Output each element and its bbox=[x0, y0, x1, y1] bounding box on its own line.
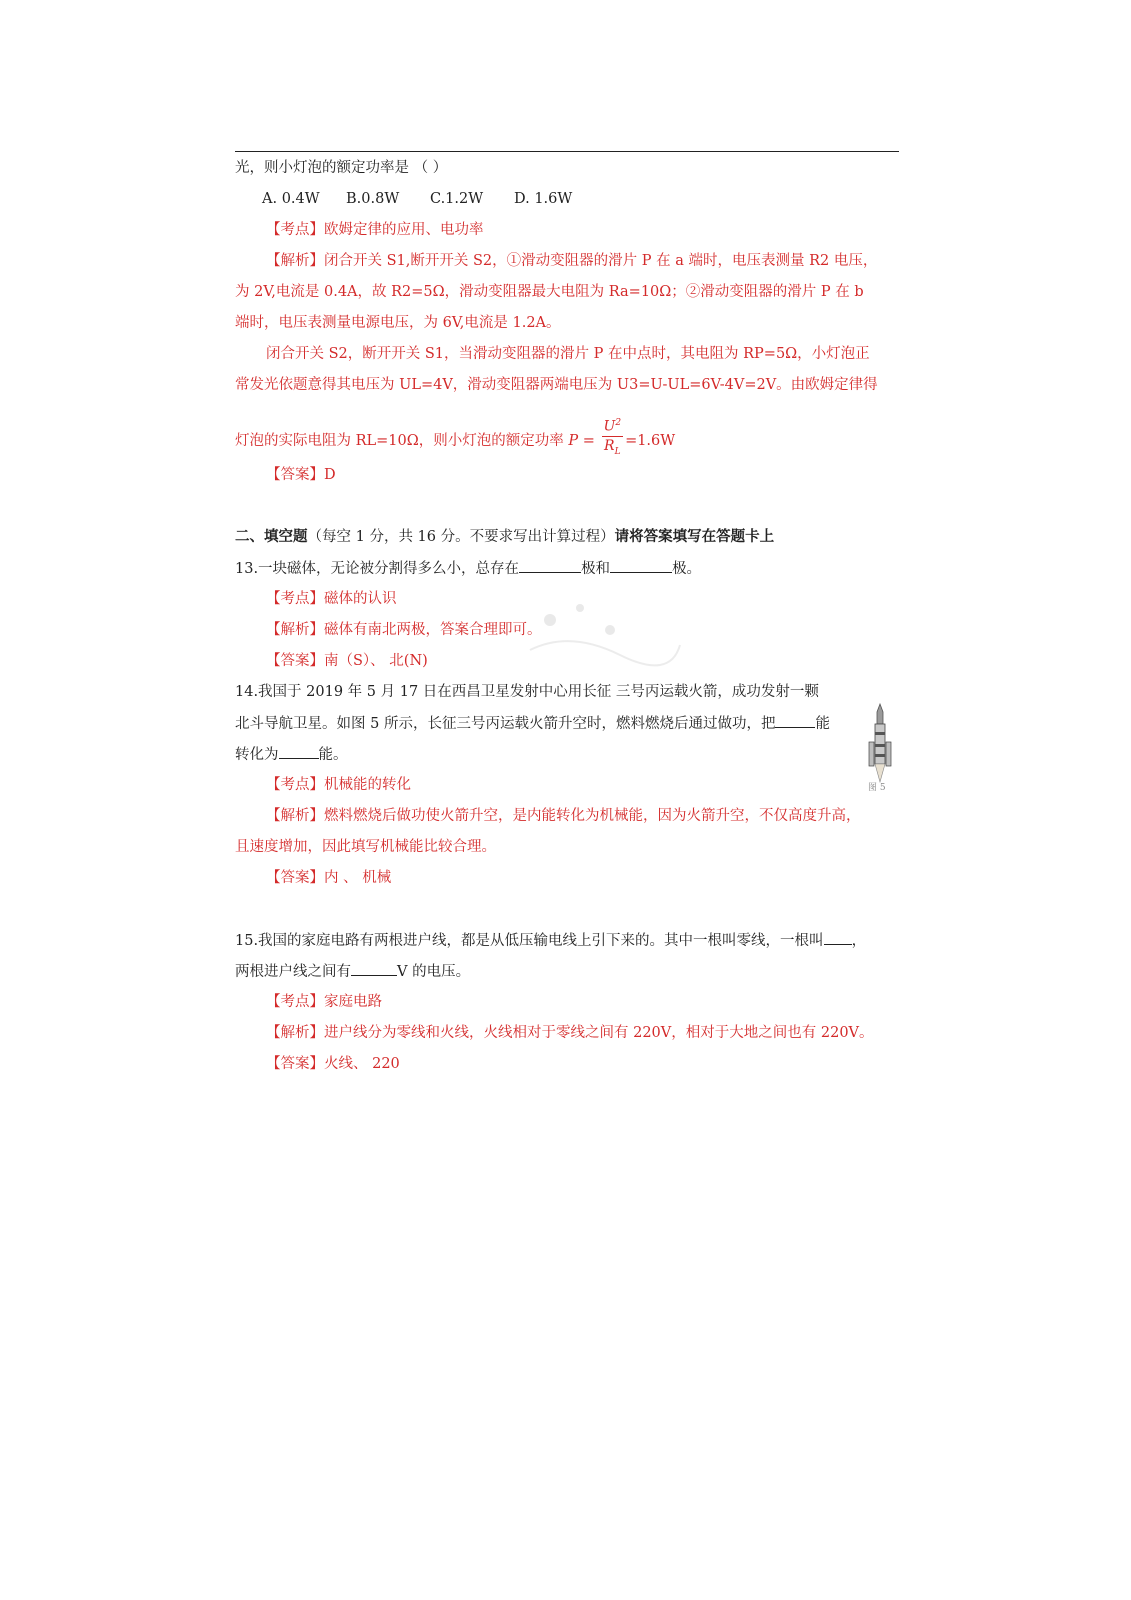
blank bbox=[775, 713, 815, 728]
q13-kaodian: 【考点】磁体的认识 bbox=[266, 591, 397, 607]
q12-choices bbox=[262, 189, 572, 209]
header-rule bbox=[235, 151, 899, 152]
q13-stem: 13.一块磁体，无论被分割得多么小，总存在 极和 极。 bbox=[235, 558, 701, 579]
q15-daan: 【答案】火线、 220 bbox=[266, 1056, 400, 1072]
q12-jiexi-line3: 端时，电压表测量电源电压，为 6V,电流是 1.2A。 bbox=[235, 315, 561, 331]
blank bbox=[610, 558, 672, 573]
q14-kaodian: 【考点】机械能的转化 bbox=[266, 777, 411, 793]
choice-a: A. 0.4W bbox=[262, 191, 320, 207]
q12-jiexi-line6-pre: 灯泡的实际电阻为 RL=10Ω，则小灯泡的额定功率 bbox=[235, 433, 564, 450]
figure-caption: 图 5 bbox=[868, 783, 886, 793]
power-formula-fraction bbox=[602, 414, 624, 460]
q12-jiexi-line6 bbox=[235, 418, 675, 464]
q15-line1: 15.我国的家庭电路有两根进户线，都是从低压输电线上引下来的。其中一根叫零线，一根叫 ， bbox=[235, 930, 866, 951]
section2-title: 二、填空题（每空 1 分，共 16 分。不要求写出计算过程）请将答案填写在答题卡上 bbox=[235, 528, 775, 545]
q12-jiexi-line5: 常发光依题意得其电压为 UL=4V，滑动变阻器两端电压为 U3=U-UL=6V-4V=2V。由欧姆定律得 bbox=[235, 377, 878, 393]
q12-stem-tail: 光，则小灯泡的额定功率是 （ ） bbox=[235, 160, 448, 176]
formula-denominator: $R_L$ bbox=[604, 437, 621, 457]
q13-daan: 【答案】南（S）、 北(N) bbox=[266, 653, 428, 669]
q15-line2: 两根进户线之间有 V 的电压。 bbox=[235, 961, 470, 982]
q14-jiexi-line1: 【解析】燃料燃烧后做功使火箭升空，是内能转化为机械能，因为火箭升空，不仅高度升高， bbox=[266, 808, 861, 824]
rocket-figure-icon bbox=[866, 702, 894, 786]
blank bbox=[824, 930, 852, 945]
q14-line1: 14.我国于 2019 年 5 月 17 日在西昌卫星发射中心用长征 三号丙运载火箭，成功发射一颗 bbox=[235, 684, 819, 700]
q12-kaodian: 【考点】欧姆定律的应用、电功率 bbox=[266, 222, 484, 238]
q14-line3: 转化为 能。 bbox=[235, 744, 348, 765]
q12-jiexi-line4: 闭合开关 S2，断开开关 S1，当滑动变阻器的滑片 P 在中点时，其电阻为 RP=5Ω，小灯泡正 bbox=[266, 346, 870, 362]
blank bbox=[279, 744, 319, 759]
choice-d: D. 1.6W bbox=[514, 191, 573, 207]
q14-jiexi-line2: 且速度增加，因此填写机械能比较合理。 bbox=[235, 839, 496, 855]
faint-watermark-icon bbox=[510, 590, 690, 680]
blank bbox=[351, 961, 397, 976]
q12-jiexi-line1: 【解析】闭合开关 S1,断开开关 S2，①滑动变阻器的滑片 P 在 a 端时，电压表测量 R2 电压， bbox=[266, 253, 878, 269]
q13-jiexi: 【解析】磁体有南北两极，答案合理即可。 bbox=[266, 622, 542, 638]
blank bbox=[519, 558, 581, 573]
formula-p: P = bbox=[568, 433, 595, 450]
q15-jiexi: 【解析】进户线分为零线和火线，火线相对于零线之间有 220V，相对于大地之间也有 220V。 bbox=[266, 1025, 874, 1041]
choice-c: C.1.2W bbox=[430, 191, 484, 207]
q12-jiexi-line6-post: =1.6W bbox=[625, 433, 676, 450]
q14-daan: 【答案】内 、 机械 bbox=[266, 870, 392, 886]
q15-kaodian: 【考点】家庭电路 bbox=[266, 994, 382, 1010]
q12-jiexi-line2: 为 2V,电流是 0.4A，故 R2=5Ω，滑动变阻器最大电阻为 Ra=10Ω；②滑动变阻器的滑片 P 在 b bbox=[235, 284, 864, 300]
formula-numerator: $U^2$ bbox=[602, 414, 624, 437]
q14-line2: 北斗导航卫星。如图 5 所示，长征三号丙运载火箭升空时，燃料燃烧后通过做功，把 能 bbox=[235, 713, 830, 734]
q12-daan: 【答案】D bbox=[266, 467, 336, 483]
choice-b: B.0.8W bbox=[346, 191, 400, 207]
